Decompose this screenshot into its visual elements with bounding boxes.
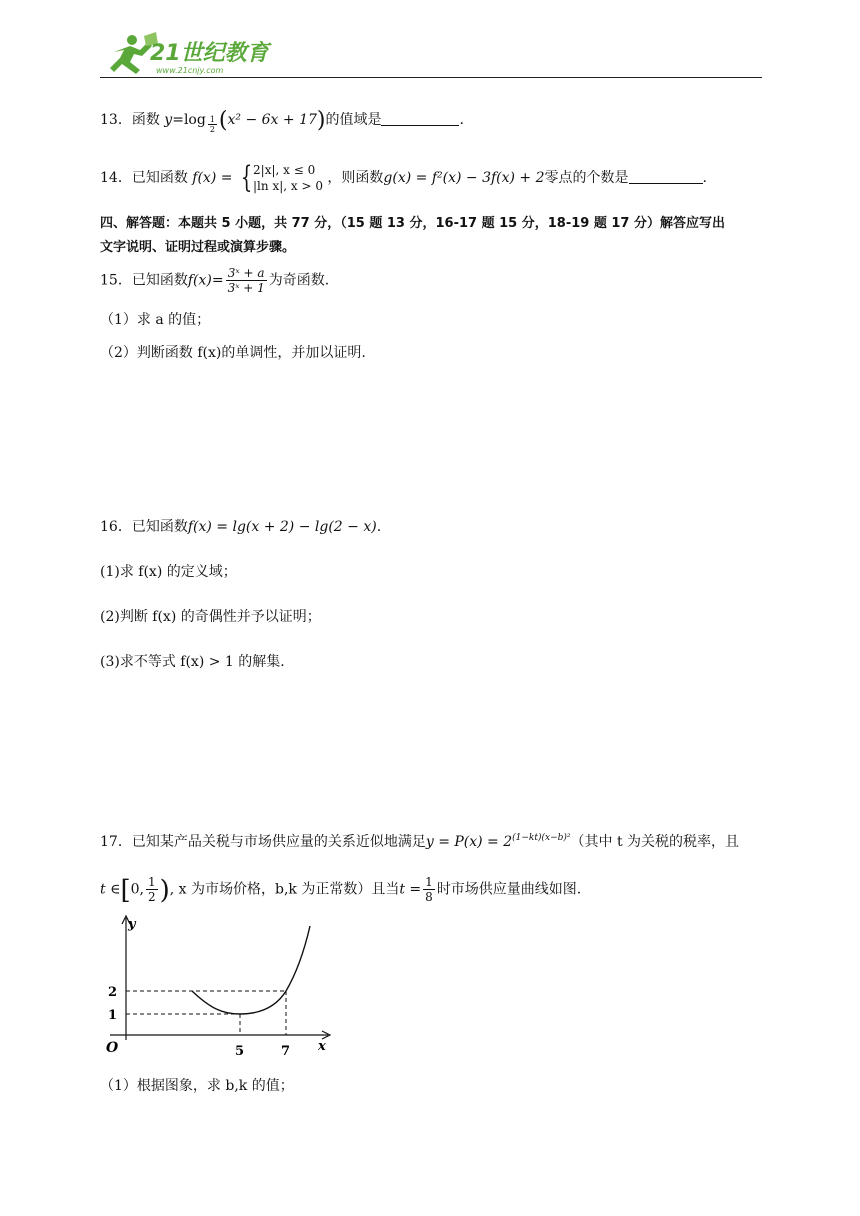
question-16-part-3: (3)求不等式 f(x) > 1 的解集. [100,654,285,670]
question-14: 14．已知函数 f(x) = { 2|x|, x ≤ 0 |ln x|, x > 0 ，则函数g(x) = f²(x) − 3f(x) + 2零点的个数是 . [100,160,707,195]
question-17: 17．已知某产品关税与市场供应量的关系近似地满足$y = P(x) = 2^{(1-kt)(x-b)^2}$（其中 t 为关税的税率，且 [100,833,740,850]
x-tick-7: 7 [281,1044,291,1059]
answer-blank [629,169,703,184]
header-rule [100,77,762,78]
x-tick-5: 5 [235,1044,245,1059]
question-16: 16．已知函数f(x) = lg(x + 2) − lg(2 − x). [100,519,382,535]
logo-text: 21世纪教育 [150,41,269,66]
answer-blank [381,111,459,126]
question-16-part-1: (1)求 f(x) 的定义域； [100,564,237,580]
section-heading-cont: 文字说明、证明过程或演算步骤。 [100,240,296,255]
question-13: 13．函数 y=log $\frac{1}{2}$ (x² − 6x + 17)的值域是 . [100,108,464,134]
supply-curve [192,926,310,1014]
question-15-part-2: （2）判断函数 f(x)的单调性，并加以证明. [100,345,366,361]
y-tick-1: 1 [108,1008,118,1023]
y-tick-2: 2 [108,985,118,1000]
logo-url: www.21cnjy.com [156,66,224,75]
site-logo [100,30,290,78]
question-17-cont: t ∈[0, $\frac{1}{2}$ ), x 为市场价格，b,k 为正常数）且当t = $\frac{1}{8}$ 时市场供应量曲线如图. [100,875,582,906]
supply-curve-graph [100,912,335,1062]
question-15-part-1: （1）求 a 的值； [100,312,211,328]
x-axis-label: x [318,1039,326,1054]
question-15: 15．已知函数f(x)= $\frac{\text{3ˣ + a}}{\text{3ˣ + 1}}$ 为奇函数. [100,266,330,295]
y-axis-label: y [128,917,136,932]
question-16-part-2: (2)判断 f(x) 的奇偶性并予以证明； [100,609,321,625]
section-heading: 四、解答题：本题共 5 小题，共 77 分，（15 题 13 分，16-17 题 15 分，18-19 题 17 分）解答应写出 [100,216,725,231]
question-17-part-1: （1）根据图象，求 b,k 的值； [100,1078,294,1094]
origin-label: O [106,1040,119,1056]
